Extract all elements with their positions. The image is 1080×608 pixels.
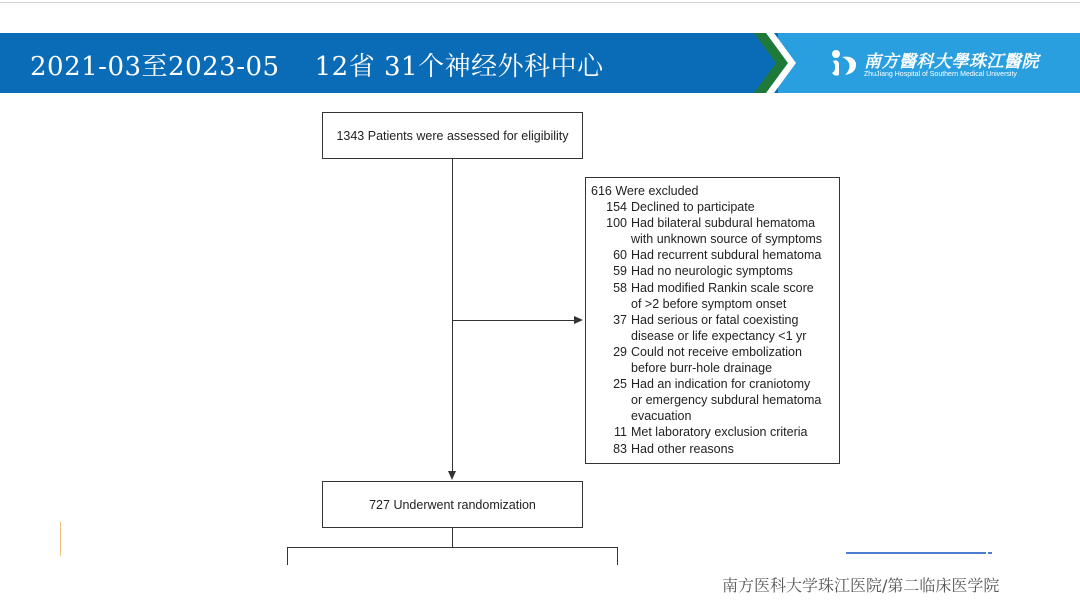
exclusion-row: [591, 296, 833, 312]
assessed-box: [322, 112, 583, 159]
exclusion-row: [591, 424, 833, 440]
footer-accent-dot: [988, 552, 992, 554]
exclusion-row: [591, 376, 833, 392]
connector-branch-left: [287, 547, 288, 565]
logo-english-text: ZhuJiang Hospital of Southern Medical University: [864, 71, 1017, 78]
exclusion-row: [591, 263, 833, 279]
exclusion-reason: disease or life expectancy <1 yr: [631, 328, 807, 343]
top-divider: [0, 2, 1080, 3]
exclusion-reason: before burr-hole drainage: [631, 361, 773, 376]
exclusion-row: [591, 231, 833, 247]
exclusion-count: 37: [613, 312, 627, 327]
connector-below-randomization: [452, 528, 453, 548]
exclusion-reason: Had no neurologic symptoms: [631, 264, 793, 279]
randomization-label: 727 Underwent randomization: [369, 497, 536, 512]
connector-vertical-main: [452, 159, 453, 471]
exclusion-reason: Could not receive embolization: [631, 344, 802, 359]
exclusion-reason: Had modified Rankin scale score: [631, 280, 814, 295]
exclusion-count: 59: [613, 264, 627, 279]
exclusion-count: 154: [606, 200, 627, 215]
left-accent-mark: [60, 522, 61, 556]
exclusion-reason: Declined to participate: [631, 200, 755, 215]
randomization-box: [322, 481, 583, 528]
excluded-box: [585, 177, 840, 464]
exclusion-count: 25: [613, 377, 627, 392]
exclusion-row: [591, 328, 833, 344]
chevron-decoration-icon: [748, 33, 798, 93]
exclusion-reason: Met laboratory exclusion criteria: [631, 425, 808, 440]
exclusion-count: 100: [606, 216, 627, 231]
exclusion-row: [591, 441, 833, 457]
exclusion-row: [591, 360, 833, 376]
excluded-header: 616 Were excluded: [591, 184, 699, 198]
exclusion-count: [591, 408, 627, 424]
exclusion-reason: Had other reasons: [631, 441, 734, 456]
exclusion-row: [591, 344, 833, 360]
exclusion-reason: of >2 before symptom onset: [631, 296, 787, 311]
exclusion-count: 60: [613, 248, 627, 263]
exclusion-row: [591, 392, 833, 408]
connector-branch-right: [617, 547, 618, 565]
exclusion-reason: Had bilateral subdural hematoma: [631, 216, 816, 231]
exclusion-row: [591, 199, 833, 215]
footer-institution: 南方医科大学珠江医院/第二临床医学院: [722, 576, 1000, 595]
exclusion-reason: Had recurrent subdural hematoma: [631, 248, 822, 263]
exclusion-count: 29: [613, 344, 627, 359]
exclusion-count: 83: [613, 441, 627, 456]
page-title: 2021-03至2023-05 12省 31个神经外科中心: [30, 52, 604, 82]
exclusion-row: [591, 215, 833, 231]
footer-accent-line: [846, 552, 986, 554]
exclusion-count: [591, 231, 627, 247]
exclusion-row: [591, 280, 833, 296]
exclusion-count: 11: [614, 425, 627, 440]
connector-branch-horizontal: [287, 547, 618, 548]
exclusion-count: [591, 296, 627, 312]
arrow-right-icon: [574, 316, 583, 324]
exclusion-count: [591, 392, 627, 408]
exclusion-row: [591, 312, 833, 328]
exclusion-list: [591, 199, 833, 457]
exclusion-row: [591, 247, 833, 263]
logo-chinese-text: 南方醫科大學珠江醫院: [864, 52, 1039, 72]
exclusion-reason: with unknown source of symptoms: [631, 232, 823, 247]
exclusion-row: [591, 408, 833, 424]
exclusion-reason: Had an indication for craniotomy: [631, 377, 811, 392]
exclusion-count: [591, 328, 627, 344]
connector-to-excluded: [453, 320, 574, 321]
exclusion-count: [591, 360, 627, 376]
exclusion-reason: evacuation: [631, 409, 692, 424]
exclusion-reason: or emergency subdural hematoma: [631, 393, 822, 408]
exclusion-count: 58: [613, 280, 627, 295]
assessed-label: 1343 Patients were assessed for eligibility: [336, 128, 569, 143]
exclusion-reason: Had serious or fatal coexisting: [631, 312, 799, 327]
hospital-logo-icon: [827, 47, 859, 79]
arrow-down-icon: [448, 471, 456, 480]
